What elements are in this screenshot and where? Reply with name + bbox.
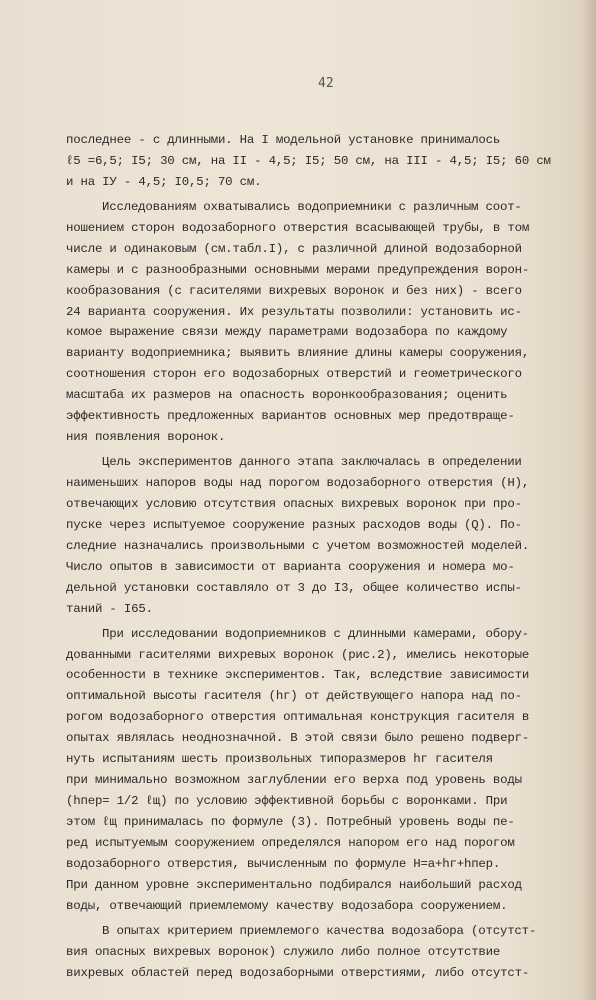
- text-line: оптимальной высоты гасителя (hг) от действующего напора над по-: [66, 689, 522, 704]
- text-line: вихревых областей перед водозаборными отверстиями, либо отсутст-: [66, 965, 530, 980]
- text-line: и на IУ - 4,5; I0,5; 70 см.: [66, 174, 262, 189]
- text-line: рогом водозаборного отверстия оптимальная конструкция гасителя в: [66, 710, 530, 725]
- text-line: последнее - с длинными. На I модельной установке принималось: [66, 133, 501, 147]
- text-line: числе и одинаковым (см.табл.I), с различной длиной водозаборной: [66, 241, 522, 256]
- text-line: варианту водоприемника; выявить влияние длины камеры сооружения,: [66, 346, 530, 361]
- text-line: таний - I65.: [66, 601, 153, 616]
- text-line: Цель экспериментов данного этапа заключалась в определении: [102, 455, 522, 470]
- text-line: этом ℓщ принималась по формуле (3). Потребный уровень воды пе-: [66, 815, 515, 829]
- text-line: вия опасных вихревых воронок) служило либо полное отсутствие: [66, 944, 501, 959]
- text-line: воды, отвечающий приемлемому качеству водозабора сооружением.: [66, 898, 508, 913]
- text-line: водозаборного отверстия, вычисленным по формуле H=a+hг+hпер.: [66, 856, 501, 871]
- text-line: комое выражение связи между параметрами водозабора по каждому: [66, 325, 508, 340]
- text-line: ношением сторон водозаборного отверстия всасывающей трубы, в том: [66, 220, 530, 235]
- text-line: пуске через испытуемое сооружение разных расходов воды (Q). По-: [66, 517, 522, 532]
- text-line: (hпер= 1/2 ℓщ) по условию эффективной борьбы с воронками. При: [66, 794, 508, 809]
- text-line: ния появления воронок.: [66, 430, 226, 445]
- text-line: опытах являлась неоднозначной. В этой связи было решено подверг-: [66, 731, 530, 746]
- text-line: Число опытов в зависимости от варианта сооружения и номера мо-: [66, 559, 515, 574]
- text-line: при минимально возможном заглублении его верха под уровень воды: [66, 773, 522, 788]
- text-line: В опытах критерием приемлемого качества водозабора (отсутст-: [102, 923, 537, 938]
- text-line: соотношения сторон его водозаборных отверстий и геометрического: [66, 367, 522, 382]
- page-number: 42: [318, 76, 334, 91]
- text-line: дованными гасителями вихревых воронок (рис.2), имелись некоторые: [66, 647, 530, 662]
- text-line: камеры и с разнообразными основными мерами предупреждения ворон-: [66, 262, 530, 277]
- text-line: нуть испытаниям шесть произвольных типоразмеров hг гасителя: [66, 752, 493, 767]
- text-line: ℓ5 =6,5; I5; 30 см, на II - 4,5; I5; 50 см, на III - 4,5; I5; 60 см: [66, 153, 551, 168]
- text-line: отвечающих условию отсутствия опасных вихревых воронок при про-: [66, 496, 522, 511]
- text-line: кообразования (с гасителями вихревых воронок и без них) - всего: [66, 283, 522, 298]
- text-line: особенности в технике экспериментов. Так, вследствие зависимости: [66, 668, 530, 683]
- text-line: наименьших напоров воды над порогом водозаборного отверстия (H),: [66, 476, 530, 490]
- body-text: [66, 130, 586, 984]
- text-line: Исследованиям охватывались водоприемники с различным соот-: [102, 199, 522, 214]
- text-line: ред испытуемым сооружением определялся напором его над порогом: [66, 835, 515, 850]
- text-line: 24 варианта сооружения. Их результаты позволили: установить ис-: [66, 304, 522, 319]
- text-line: эффективность предложенных вариантов основных мер предотвраще-: [66, 409, 515, 424]
- text-line: следние назначались произвольными с учетом возможностей моделей.: [66, 538, 530, 553]
- text-line: масштаба их размеров на опасность воронкообразования; оценить: [66, 388, 508, 403]
- text-line: дельной установки составляло от 3 до I3, общее количество испы-: [66, 580, 522, 595]
- page-edge-shadow: [582, 0, 596, 1000]
- text-line: При данном уровне экспериментально подбирался наибольший расход: [66, 877, 522, 892]
- text-line: При исследовании водоприемников с длинными камерами, обору-: [102, 626, 529, 641]
